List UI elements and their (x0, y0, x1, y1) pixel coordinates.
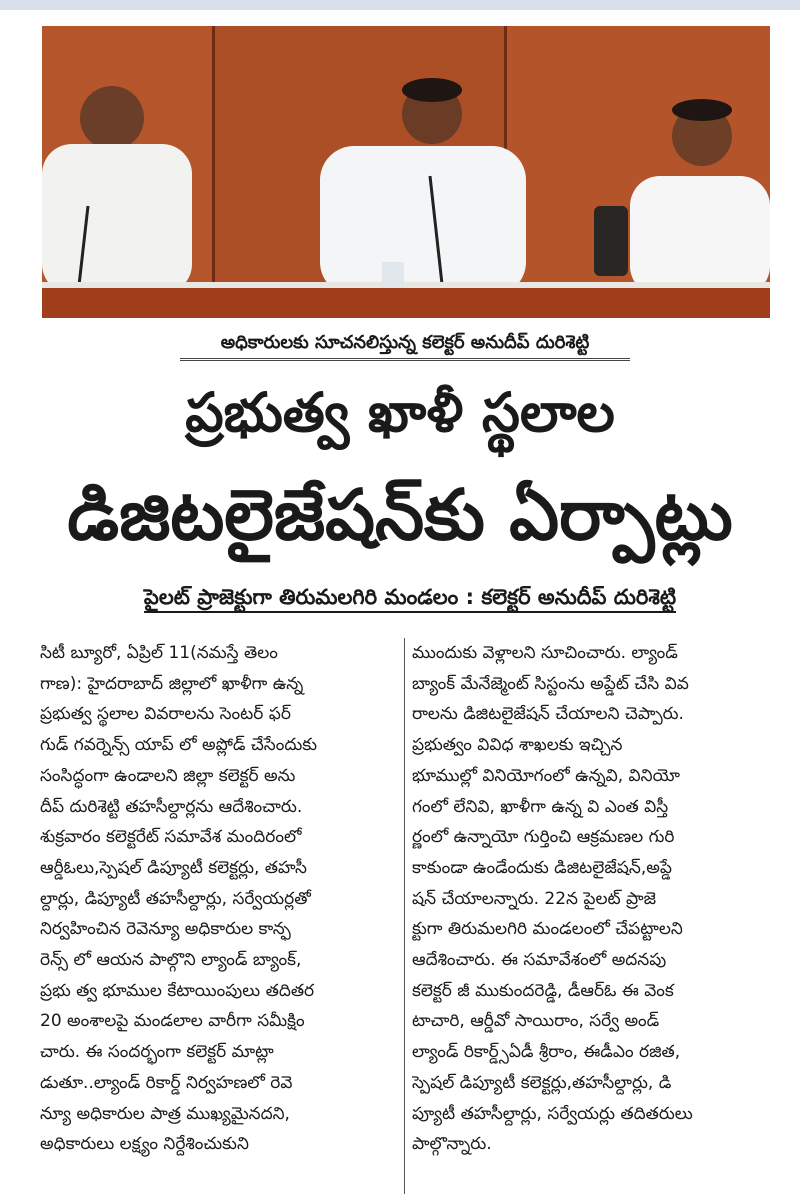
news-photo (42, 26, 770, 318)
article-line: ప్రభుత్వ స్థలాల వివరాలను సెంటర్ ఫర్ (40, 704, 291, 725)
article-line: సిటీ బ్యూరో, ఏప్రిల్ 11(నమస్తే తెలం (40, 643, 278, 663)
article-line: న్యూ అధికారుల పాత్ర ముఖ్యమైనదని, (40, 1103, 290, 1124)
article-line: అధికారులు లక్ష్యం నిర్దేశించుకుని (40, 1134, 249, 1155)
article-line: ఆర్డీఓలు,స్పెషల్ డిప్యూటీ కలెక్టర్లు, తహసీ (40, 857, 307, 878)
article-line: భూముల్లో వినియోగంలో ఉన్నవి, వినియో (412, 765, 680, 786)
article-column-left (40, 638, 398, 1194)
article-line: గాణ): హైదరాబాద్ జిల్లాలో ఖాళీగా ఉన్న (40, 673, 304, 694)
article-line: దీప్ దురిశెట్టి తహసీల్దార్లను ఆదేశించారు. (40, 796, 303, 817)
article-line: టాచారి, ఆర్డీవో సాయిరాం, సర్వే అండ్ (412, 1011, 660, 1032)
article-column-right (412, 638, 770, 1194)
article-line: ముందుకు వెళ్లాలని సూచించారు. ల్యాండ్ (412, 643, 678, 663)
article-line: ప్రభుత్వం వివిధ శాఖలకు ఇచ్చిన (412, 735, 623, 756)
article-line: పాల్గొన్నారు. (412, 1134, 492, 1155)
article-line: 20 అంశాలపై మండలాల వారీగా సమీక్షిం (40, 1011, 305, 1032)
column-divider (404, 638, 405, 1194)
article-line: షన్ చేయాలన్నారు. 22న పైలట్ ప్రాజె (412, 888, 656, 909)
headline-line-1: ప్రభుత్వ ఖాళీ స్థలాల (185, 381, 615, 444)
article-line: బ్యాంక్ మేనేజ్మెంట్ సిస్టంను అప్డేట్ చేసి వివ (412, 673, 689, 694)
article-line: క్టుగా తిరుమలగిరి మండలంలో చేపట్టాలని (412, 919, 683, 940)
top-border-strip (0, 0, 800, 10)
article-line: శుక్రవారం కలెక్టరేట్ సమావేశ మందిరంలో (40, 827, 302, 848)
article-line: నిర్వహించిన రెవెన్యూ అధికారుల కాన్ఫ (40, 919, 291, 940)
article-line: స్పెషల్ డిప్యూటీ కలెక్టర్లు,తహసీల్దార్లు, డి (412, 1072, 672, 1093)
article-line: గంలో లేనివి, ఖాళీగా ఉన్న వి ఎంత విస్తీ (412, 796, 669, 817)
article-line: రెన్స్ లో ఆయన పాల్గొని ల్యాండ్ బ్యాంక్, (40, 950, 302, 971)
article-line: గుడ్ గవర్నెన్స్ యాప్ లో అప్లోడ్ చేసేందుకు (40, 735, 317, 756)
article-line: ల్యాండ్ రికార్డ్స్ఏడీ శ్రీరాం, ఈడీఎం రజిత, (412, 1042, 681, 1063)
article-line: చారు. ఈ సందర్భంగా కలెక్టర్ మాట్లా (40, 1042, 274, 1063)
subheadline-text: పైలట్ ప్రాజెక్టుగా తిరుమలగిరి మండలం : కలెక్టర్ అనుదీప్ దురిశెట్టి (144, 585, 676, 613)
article-line: ర్ణంలో ఉన్నాయో గుర్తించి ఆక్రమణల గురి (412, 827, 675, 848)
article-line: కలెక్టర్ జీ ముకుందరెడ్డి, డీఆర్ఓ ఈ వెంక (412, 980, 674, 1001)
article-line: సంసిద్ధంగా ఉండాలని జిల్లా కలెక్టర్ అను (40, 765, 296, 786)
article-line: కాకుండా ఉండేందుకు డిజిటలైజేషన్,అప్డే (412, 857, 672, 878)
article-line: ల్దార్లు, డిప్యూటీ తహసీల్దార్లు, సర్వేయర్లతో (40, 888, 311, 909)
subheadline (50, 580, 770, 614)
article-line: రాలను డిజిటలైజేషన్ చేయాలని చెప్పారు. (412, 704, 684, 725)
article-line: ప్యూటీ తహసీల్దార్లు, సర్వేయర్లు తదితరులు (412, 1103, 693, 1124)
headline-line-2: డిజిటలైజేషన్‌కు ఏర్పాట్లు (67, 474, 733, 556)
photo-caption: అధికారులకు సూచనలిస్తున్న కలెక్టర్ అనుదీప్ దురిశెట్టి (180, 328, 630, 361)
article-line: ఆదేశించారు. ఈ సమావేశంలో అదనపు (412, 950, 667, 971)
article-line: డుతూ..ల్యాండ్ రికార్డ్ నిర్వహణలో రెవె (40, 1072, 293, 1093)
article-line: ప్రభు త్వ భూముల కేటాయింపులు తదితర (40, 980, 315, 1001)
